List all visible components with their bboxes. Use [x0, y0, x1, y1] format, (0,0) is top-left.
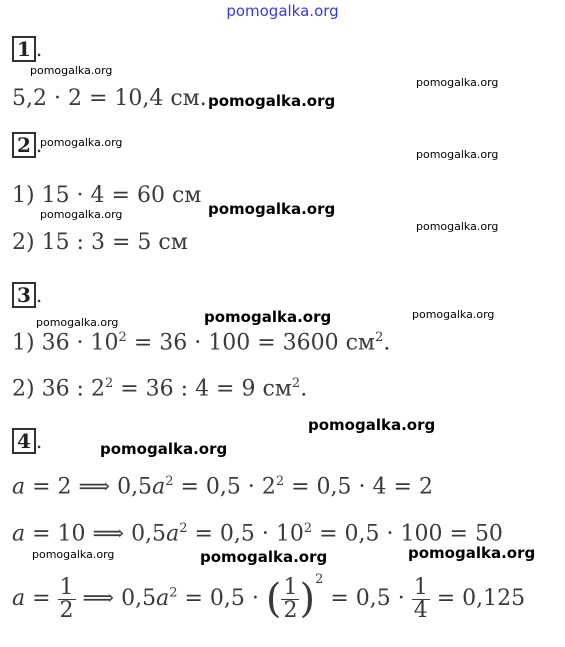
task-2-line-1: 1) 15 · 4 = 60 см — [12, 183, 202, 208]
watermark: pomogalka.org — [200, 548, 328, 566]
watermark: pomogalka.org — [308, 416, 436, 434]
task-3-number — [12, 282, 42, 308]
task-4-line-3: a = $\frac{1}{2}$ ⟹ $0,5a^2 = 0,5$ · ( $\frac{1}{2}$ )$^2$ = 0,5 · $\frac{1}{4}$ = 0,125 — [12, 572, 526, 623]
watermark: pomogalka.org — [208, 92, 336, 110]
task-number-dot: . — [35, 429, 43, 453]
task-3-line-2: 2) 36 : $2^2 = 36$ : 4 = 9 $см^2$. — [12, 376, 308, 402]
watermark: pomogalka.org — [416, 220, 499, 233]
fraction-one-quarter: $\frac{1}{4}$ — [413, 574, 428, 623]
task-number-box: 4 — [12, 428, 36, 454]
watermark: pomogalka.org — [100, 440, 228, 458]
watermark: pomogalka.org — [36, 316, 119, 329]
task-number-dot: . — [35, 37, 43, 61]
task-number-dot: . — [35, 133, 43, 157]
task-2-line-2: 2) 15 : 3 = 5 см — [12, 230, 188, 255]
watermark: pomogalka.org — [40, 136, 123, 149]
watermark: pomogalka.org — [416, 76, 499, 89]
watermark: pomogalka.org — [204, 308, 332, 326]
watermark: pomogalka.org — [416, 148, 499, 161]
task-4-line-1: a = 2 ⟹ $0,5a^2 = 0,5 \cdot 2^2 = 0,5 \cdot 4 = 2$ — [12, 474, 433, 500]
fraction-one-half: $\frac{1}{2}$ — [59, 574, 74, 623]
watermark: pomogalka.org — [40, 208, 123, 221]
watermark: pomogalka.org — [30, 64, 113, 77]
task-1-number — [12, 36, 42, 62]
task-number-dot: . — [35, 283, 43, 307]
site-header: pomogalka.org — [226, 2, 339, 20]
watermark: pomogalka.org — [408, 544, 536, 562]
watermark: pomogalka.org — [208, 200, 336, 218]
task-number-box: 2 — [12, 132, 36, 158]
task-number-box: 1 — [12, 36, 36, 62]
watermark: pomogalka.org — [412, 308, 495, 321]
task-4-line-2: a = 10 ⟹ $0,5a^2 = 0,5 \cdot 10^2 = 0,5 \cdot 100 = 50$ — [12, 521, 503, 547]
fraction-one-half-paren: $\frac{1}{2}$ — [283, 574, 298, 623]
task-3-line-1: 1) $36 \cdot 10^2 = 36 \cdot 100 = 3600$ $см^2$. — [12, 330, 391, 356]
task-number-box: 3 — [12, 282, 36, 308]
task-1-line-1: 5,2 · 2 = 10,4 см. — [12, 86, 207, 111]
watermark: pomogalka.org — [32, 548, 115, 561]
task-4-number — [12, 428, 42, 454]
task-2-number — [12, 132, 42, 158]
